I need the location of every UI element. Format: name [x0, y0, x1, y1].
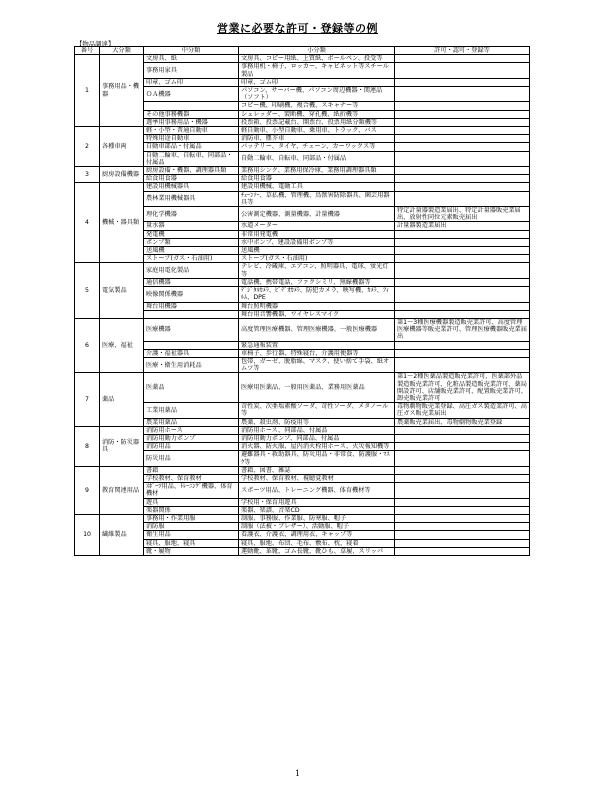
permit-cell — [395, 426, 530, 434]
middle-category-cell: その他事務機器 — [144, 110, 239, 118]
permit-cell — [395, 175, 530, 183]
minor-category-cell: 文房具、コピー用紙、上質紙、ボールペン、投受等 — [239, 55, 395, 63]
middle-category-cell: 事務用・作業用服 — [144, 514, 239, 522]
table-row — [75, 349, 530, 357]
table-row — [75, 506, 530, 514]
table-row — [75, 167, 530, 175]
middle-category-cell: 書籍 — [144, 466, 239, 474]
minor-category-cell: シュレッダー、製断機、穿孔機、紙折機等 — [239, 110, 395, 118]
table-body — [75, 55, 530, 556]
middle-category-cell: 消防用品 — [144, 443, 239, 451]
middle-category-cell: 工業用薬品 — [144, 403, 239, 418]
permit-cell — [395, 143, 530, 151]
middle-category-cell: 消防用動力ポンプ — [144, 434, 239, 442]
table-row — [75, 102, 530, 110]
permit-cell — [395, 506, 530, 514]
permit-cell — [395, 110, 530, 118]
permit-cell — [395, 135, 530, 143]
permit-cell — [395, 547, 530, 555]
minor-category-cell: 消防用動力ポンプ、同部品、付属品 — [239, 434, 395, 442]
table-row — [75, 127, 530, 135]
middle-category-cell: 靴・履物 — [144, 547, 239, 555]
page-title: 営業に必要な許可・登録等の例 — [217, 22, 378, 35]
table-row — [75, 255, 530, 263]
middle-category-cell: ポンプ類 — [144, 238, 239, 246]
minor-category-cell: 制服（法被・ブレザー）、活動服、帽子 — [239, 523, 395, 531]
minor-category-cell: 事務用机・椅子、ロッカー、キャビネット等スチール製品 — [239, 63, 395, 78]
permit-cell — [395, 434, 530, 442]
table-row — [75, 287, 530, 302]
minor-category-cell: 医療用医薬品、一般用医薬品、業務用医薬品 — [239, 373, 395, 403]
table-row — [75, 247, 530, 255]
permit-cell — [395, 63, 530, 78]
minor-category-cell: 寝具、服地、布団、毛布、敷布、枕、寝着 — [239, 539, 395, 547]
middle-category-cell: 寝具、服地、寝具 — [144, 539, 239, 547]
middle-category-cell: 発電機 — [144, 230, 239, 238]
middle-category-cell: 選挙用事務用品・機器 — [144, 118, 239, 126]
permit-cell — [395, 183, 530, 191]
middle-category-cell: 楽器関係 — [144, 506, 239, 514]
minor-category-cell: バッテリー、タイヤ、チェーン、カーワックス等 — [239, 143, 395, 151]
minor-category-cell: 車椅子、歩行器、特殊寝台、介護用便器等 — [239, 349, 395, 357]
table-row — [75, 310, 530, 318]
middle-category-cell: 送風機 — [144, 247, 239, 255]
minor-category-cell: ﾁｪｰﾝｿｰ、草払機、管理機、鳥獣害防除器具、園芸用器具等 — [239, 191, 395, 206]
permit-cell — [395, 151, 530, 166]
minor-category-cell: 高度管理医療機器、管理医療機器、一般医療機器 — [239, 318, 395, 341]
minor-category-cell: テレビ、冷蔵庫、エアコン、照明器具、電球、蛍光灯等 — [239, 263, 395, 278]
minor-category-cell: 運動靴、革靴、ゴム長靴、靴ひも、草履、スリッパ — [239, 547, 395, 555]
group-number: 2 — [75, 127, 100, 167]
minor-category-cell: 制服、事務服、作業服、防寒服、帽子 — [239, 514, 395, 522]
permit-cell — [395, 349, 530, 357]
minor-category-cell: 農薬、殺虫剤、防疫用等 — [239, 418, 395, 426]
minor-category-cell: スポーツ用品、トレーニング機器、体育機材等 — [239, 483, 395, 498]
header-middle-category: 中分類 — [144, 47, 239, 55]
group-major-category: 各種車両 — [100, 127, 144, 167]
minor-category-cell: 軽自動車、小型自動車、乗用車、トラック、バス — [239, 127, 395, 135]
permit-cell — [395, 247, 530, 255]
middle-category-cell: 通信機器 — [144, 278, 239, 286]
table-row — [75, 278, 530, 286]
middle-category-cell: 文房具、紙 — [144, 55, 239, 63]
table-row — [75, 498, 530, 506]
table-row — [75, 474, 530, 482]
table-row — [75, 151, 530, 166]
permit-cell — [395, 278, 530, 286]
table-row — [75, 514, 530, 522]
permit-cell — [395, 287, 530, 302]
middle-category-cell: 映像関係機器 — [144, 287, 239, 302]
permit-cell — [395, 341, 530, 349]
middle-category-cell: ストーブ(ガス・石油用) — [144, 255, 239, 263]
minor-category-cell: 楽器、楽譜、音楽CD — [239, 506, 395, 514]
middle-category-cell: 衛生用品 — [144, 531, 239, 539]
minor-category-cell: ﾃﾞｼﾞﾀﾙｶﾒﾗ、ﾋﾞﾃﾞｵｶﾒﾗ、防犯カメラ、映写機、ｶﾒﾗ、ﾌｨﾙﾑ、DPE — [239, 287, 395, 302]
table-row — [75, 143, 530, 151]
page-number: 1 — [294, 769, 301, 778]
permit-cell — [395, 514, 530, 522]
permit-cell: 毒物劇物販売業登録、高圧ガス製造業許可、高圧ガス販売業届出 — [395, 403, 530, 418]
group-major-category: 事務用品・機器 — [100, 55, 144, 127]
permit-cell — [395, 78, 530, 86]
group-major-category: 繊維製品 — [100, 514, 144, 555]
table-row — [75, 263, 530, 278]
permit-table — [74, 46, 530, 556]
group-number: 3 — [75, 167, 100, 183]
group-major-category: 薬品 — [100, 373, 144, 426]
minor-category-cell: 緊急通報装置 — [239, 341, 395, 349]
middle-category-cell: 建設用機械器具 — [144, 183, 239, 191]
middle-category-cell: 軽・小型・普通自動車 — [144, 127, 239, 135]
table-row — [75, 63, 530, 78]
middle-category-cell: 給食用食器 — [144, 175, 239, 183]
middle-category-cell: 量水器 — [144, 222, 239, 230]
minor-category-cell: 公害測定機器、測量機器、計量機器 — [239, 207, 395, 222]
table-row — [75, 318, 530, 341]
middle-category-cell: ＯＡ機器 — [144, 87, 239, 102]
middle-category-cell — [144, 341, 239, 349]
permit-cell — [395, 531, 530, 539]
group-number: 10 — [75, 514, 100, 555]
minor-category-cell: 舞台用音響機器、ワイヤレスマイク — [239, 310, 395, 318]
permit-cell — [395, 474, 530, 482]
middle-category-cell: 家庭用電化製品 — [144, 263, 239, 278]
permit-cell: 第1～3種医療機器製造販売業許可、高度管理医療機器等販売業許可、管理医療機器販売業届出 — [395, 318, 530, 341]
table-row — [75, 207, 530, 222]
middle-category-cell: 自動車部品・付属品 — [144, 143, 239, 151]
minor-category-cell: 避難器具・救助器具、防災用品・非常食、防護服・ﾏｽｸ等 — [239, 451, 395, 466]
minor-category-cell: 苛性炭、次亜塩素酸ソーダ、苛性ソーダ、メタノール等 — [239, 403, 395, 418]
permit-cell — [395, 167, 530, 175]
middle-category-cell: 遊具 — [144, 498, 239, 506]
middle-category-cell: 厨房設備・機器、調理器具類 — [144, 167, 239, 175]
table-row — [75, 238, 530, 246]
middle-category-cell: 医療機器 — [144, 318, 239, 341]
table-row — [75, 78, 530, 86]
permit-cell — [395, 191, 530, 206]
permit-cell — [395, 230, 530, 238]
table-row — [75, 547, 530, 555]
minor-category-cell: 消防用ホース、同部品、付属品 — [239, 426, 395, 434]
minor-category-cell: 給食用食器 — [239, 175, 395, 183]
permit-cell — [395, 118, 530, 126]
table-row — [75, 110, 530, 118]
table-row — [75, 357, 530, 372]
table-row — [75, 451, 530, 466]
table-header-row — [75, 47, 530, 55]
table-row — [75, 135, 530, 143]
permit-cell — [395, 102, 530, 110]
table-row — [75, 483, 530, 498]
permit-cell: 第1～2種医薬品製造販売業許可、医薬部外品製造販売業許可、化粧品製造販売業許可、薬局開設許可、店舗販売業許可、配置販売業許可、卸売販売業許可 — [395, 373, 530, 403]
middle-category-cell: 理化学機器 — [144, 207, 239, 222]
permit-cell — [395, 263, 530, 278]
middle-category-cell — [144, 102, 239, 110]
minor-category-cell: 送風機 — [239, 247, 395, 255]
group-major-category: 機械・器具類 — [100, 183, 144, 263]
permit-cell — [395, 523, 530, 531]
minor-category-cell: 舞台照明機器 — [239, 302, 395, 310]
middle-category-cell: 事務用家具 — [144, 63, 239, 78]
table-row — [75, 118, 530, 126]
permit-cell — [395, 483, 530, 498]
table-row — [75, 466, 530, 474]
permit-cell — [395, 55, 530, 63]
table-row — [75, 523, 530, 531]
table-row — [75, 418, 530, 426]
permit-cell — [395, 87, 530, 102]
middle-category-cell: 印章、ゴム印 — [144, 78, 239, 86]
group-number: 5 — [75, 263, 100, 318]
minor-category-cell: 建設用機械、電動工具 — [239, 183, 395, 191]
header-number: 番号 — [75, 47, 100, 55]
minor-category-cell: 投票箱、投票記載台、開票台、投票用紙分類機等 — [239, 118, 395, 126]
permit-cell — [395, 498, 530, 506]
table-row — [75, 539, 530, 547]
middle-category-cell: 医療・衛生用消耗品 — [144, 357, 239, 372]
group-number: 8 — [75, 426, 100, 466]
permit-cell — [395, 127, 530, 135]
table-row — [75, 302, 530, 310]
middle-category-cell: 介護・福祉器具 — [144, 349, 239, 357]
minor-category-cell: 業務用シンク、業務用保冷庫、業務用調理器具類 — [239, 167, 395, 175]
table-row — [75, 426, 530, 434]
group-number: 7 — [75, 373, 100, 426]
minor-category-cell: ストーブ(ガス・石油用) — [239, 255, 395, 263]
minor-category-cell: 電話機、携帯電話、ファクシミリ、無線機器等 — [239, 278, 395, 286]
header-minor-category: 小分類 — [239, 47, 395, 55]
minor-category-cell: 包帯、ガーゼ、脱脂綿、マスク、使い捨て手袋、紙オムツ等 — [239, 357, 395, 372]
middle-category-cell: 医薬品 — [144, 373, 239, 403]
permit-cell — [395, 443, 530, 451]
minor-category-cell: 自動二輪車、自転車、同部品・付属品 — [239, 151, 395, 166]
minor-category-cell: 消火器、防火服、屋内消火栓用ホース、火災報知機等 — [239, 443, 395, 451]
permit-cell — [395, 539, 530, 547]
minor-category-cell: 看護衣、介護衣、調理用衣、キャップ等 — [239, 531, 395, 539]
group-major-category: 医療、福祉 — [100, 318, 144, 372]
table-row — [75, 443, 530, 451]
permit-cell: 農薬販売業届出、毒物劇物販売業登録 — [395, 418, 530, 426]
group-major-category: 教育関連用品 — [100, 466, 144, 514]
minor-category-cell: パソコン、サーバー機、パソコン周辺機器・関連品（ソフト） — [239, 87, 395, 102]
group-number: 9 — [75, 466, 100, 514]
minor-category-cell: 消防車、塵芥車 — [239, 135, 395, 143]
minor-category-cell: 学校用・保育用遊具 — [239, 498, 395, 506]
group-major-category: 消防・防災器具 — [100, 426, 144, 466]
minor-category-cell: 印章、ゴム印 — [239, 78, 395, 86]
middle-category-cell: 舞台用機器 — [144, 302, 239, 310]
minor-category-cell: コピー機、印刷機、複合機、スキャナー等 — [239, 102, 395, 110]
table-row — [75, 531, 530, 539]
table-row — [75, 403, 530, 418]
table-row — [75, 230, 530, 238]
middle-category-cell: 消防用ホース — [144, 426, 239, 434]
group-number: 4 — [75, 183, 100, 263]
table-row — [75, 434, 530, 442]
table-row — [75, 55, 530, 63]
table-row — [75, 183, 530, 191]
middle-category-cell: ｽﾎﾟｰﾂ用品、ﾄﾚｰﾆﾝｸﾞ機器、体育機材 — [144, 483, 239, 498]
middle-category-cell — [144, 310, 239, 318]
group-number: 6 — [75, 318, 100, 372]
permit-cell: 計量器製造業届出 — [395, 222, 530, 230]
middle-category-cell: 農林業用機械器具 — [144, 191, 239, 206]
permit-cell — [395, 302, 530, 310]
header-major-category: 大分類 — [100, 47, 144, 55]
permit-cell — [395, 357, 530, 372]
group-number: 1 — [75, 55, 100, 127]
group-major-category: 電気製品 — [100, 263, 144, 318]
header-permit: 許可・認可・登録等 — [395, 47, 530, 55]
middle-category-cell: 自動二輪車、自転車、同部品・付属品 — [144, 151, 239, 166]
minor-category-cell: 水道メーター — [239, 222, 395, 230]
middle-category-cell: 防災用品 — [144, 451, 239, 466]
minor-category-cell: 学校教材、保育教材、視聴覚教材 — [239, 474, 395, 482]
permit-cell — [395, 238, 530, 246]
middle-category-cell: 農業用薬品 — [144, 418, 239, 426]
permit-cell: 特定計量器製造業届出、特定計量器販売業届出、放射性同位元素販売届出 — [395, 207, 530, 222]
middle-category-cell: 学校教材、保育教材 — [144, 474, 239, 482]
section-label: 【物品調達】 — [76, 40, 115, 48]
minor-category-cell: 水中ポンプ、建設設備用ポンプ等 — [239, 238, 395, 246]
table-row — [75, 191, 530, 206]
table-row — [75, 222, 530, 230]
middle-category-cell: 消防服 — [144, 523, 239, 531]
permit-cell — [395, 310, 530, 318]
table-row — [75, 87, 530, 102]
permit-cell — [395, 451, 530, 466]
table-row — [75, 373, 530, 403]
group-major-category: 厨房設備機器 — [100, 167, 144, 183]
middle-category-cell: 特殊用途自動車 — [144, 135, 239, 143]
table-row — [75, 341, 530, 349]
permit-cell — [395, 255, 530, 263]
minor-category-cell: 非常用発電機 — [239, 230, 395, 238]
permit-cell — [395, 466, 530, 474]
minor-category-cell: 書籍、図書、雑誌 — [239, 466, 395, 474]
table-row — [75, 175, 530, 183]
